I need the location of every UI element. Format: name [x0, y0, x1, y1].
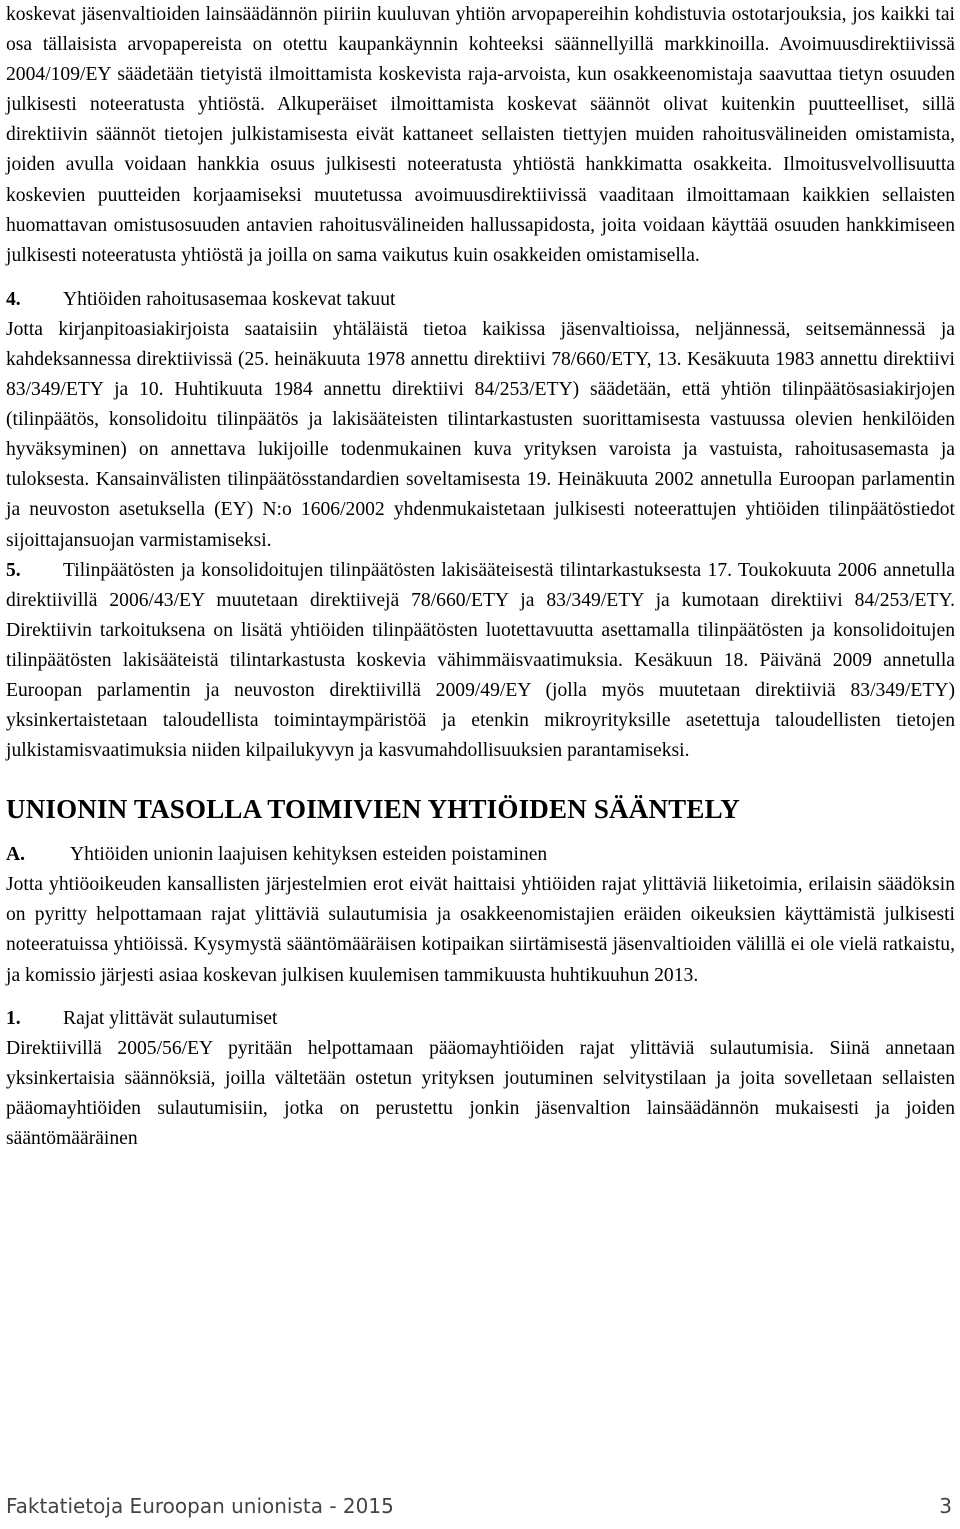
section-title: Rajat ylittävät sulautumiset — [63, 1007, 278, 1029]
section-number: 1. — [6, 1007, 21, 1029]
paragraph-sulautumiset: Direktiivillä 2005/56/EY pyritään helpottamaan pääomayhtiöiden rajat ylittäviä sulautumisia. Siinä annetaan yksinkertaisia säännöksiä, joilla vältetään ostetun yrityksen joutuminen selvitystilaan ja joita sovelletaan sellaisten pääomayhtiöiden sulautumisiin, jotka on perustettu jonkin jäsenvaltion lainsäädännön mukaisesti ja joiden sääntömääräinen — [6, 1037, 955, 1149]
section-letter: A. — [6, 844, 26, 866]
section-heading-a — [6, 840, 955, 870]
section-heading-5 — [6, 556, 955, 767]
section-heading-4 — [6, 285, 955, 315]
page-number: 3 — [939, 1494, 952, 1518]
footer-title: Faktatietoja Euroopan unionista - 2015 — [6, 1494, 394, 1518]
section-title: Yhtiöiden unionin laajuisen kehityksen esteiden poistaminen — [70, 844, 548, 866]
section-text: Tilinpäätösten ja konsolidoitujen tilinpäätösten lakisääteisestä tilintarkastuksesta 17. Toukokuuta 2006 annetulla direktiivillä 2006/43/EY muutetaan direktiivejä 78/660/ETY ja 83/349/ETY ja kumotaan direktiivi 84/253/ETY. Direktiivin tarkoituksena on lisätä yhtiöiden tilinpäätösten luotettavuutta asettamalla tilinpäätösten ja konsolidoitujen tilinpäätösten lakisääteistä tilintarkastusta koskevia vähimmäisvaatimuksia. Kesäkuun 18. Päivänä 2009 annetulla Euroopan parlamentin ja neuvoston direktiivillä 2009/49/EY (jolla myös muutetaan direktiiviä 83/349/ETY) yksinkertaistetaan taloudellista toimintaympäristöä ja etenkin mikroyrityksille asetettuja taloudellisten tietojen julkistamisvaatimuksia niiden kilpailukyvyn ja kasvumahdollisuuksien parantamiseksi. — [6, 559, 955, 762]
section-number: 5. — [6, 559, 21, 581]
paragraph-rahoitusasema: Jotta kirjanpitoasiakirjoista saataisiin yhtäläistä tietoa kaikissa jäsenvaltioissa, neljännessä, seitsemännessä ja kahdeksannessa direktiivissä (25. heinäkuuta 1978 annettu direktiivi 78/660/ETY, 13. Kesäkuuta 1983 annettu direktiivi 83/349/ETY ja 10. Huhtikuuta 1984 annettu direktiivi 84/253/ETY) säädetään, että yhtiön tilinpäätösasiakirjojen (tilinpäätös, konsolidoitu tilinpäätös ja lakisääteisten tilintarkastusten suorittamisesta vastuussa olevien henkilöiden hyväksyminen) on annettava lukijoille todenmukainen kuva yrityksen varoista ja vastuista, rahoitusasemasta ja tuloksesta. Kansainvälisten tilinpäätösstandardien soveltamisesta 19. Heinäkuuta 2002 annetulla Euroopan parlamentin ja neuvoston asetuksella (EY) N:o 1606/2002 yhdenmukaistetaan julkisesti noteerattujen yhtiöiden tilinpäätöstiedot sijoittajansuojan varmistamiseksi. — [6, 318, 955, 551]
paragraph-ostotarjoukset: koskevat jäsenvaltioiden lainsäädännön piiriin kuuluvan yhtiön arvopapereihin kohdistuvia ostotarjouksia, jos kaikki tai osa tällaisista arvopapereista on otettu kaupankäynnin kohteeksi säännellyillä markkinoilla. Avoimuusdirektiivissä 2004/109/EY säädetään tietyistä ilmoittamista koskevista raja-arvoista, kun osakkeenomistaja saavuttaa tietyn osuuden julkisesti noteeratusta yhtiöstä. Alkuperäiset ilmoittamista koskevat säännöt olivat kuitenkin puutteelliset, sillä direktiivin säännöt tietojen julkistamisesta eivät kattaneet sellaisten tiettyjen muiden rahoitusvälineiden omistamista, joiden avulla voidaan hankkia osuus julkisesti noteeratusta yhtiöstä hankkimatta osakkeita. Ilmoitusvelvollisuutta koskevien puutteiden korjaamiseksi muutetussa avoimuusdirektiivissä vaaditaan ilmoittamaan kaikkien sellaisten huomattavan omistusosuuden antavien rahoitusvälineiden hallussapidosta, joita voidaan käyttää osuuden hankkimiseen julkisesti noteeratusta yhtiöstä ja joilla on sama vaikutus kuin osakkeiden omistamisella. — [6, 4, 955, 266]
paragraph-esteet: Jotta yhtiöoikeuden kansallisten järjestelmien erot eivät haittaisi yhtiöiden rajat ylittäviä liiketoimia, erilaisin säädöksin on pyritty helpottamaan rajat ylittäviä sulautumisia ja osakkeenomistajien eräiden oikeuksien käyttämistä julkisesti noteeratuissa yhtiöissä. Kysymystä sääntömääräisen kotipaikan siirtämisestä jäsenvaltioiden välillä ei ole vielä ratkaistu, ja komissio järjesti asiaa koskevan julkisen kuulemisen tammikuusta huhtikuuhun 2013. — [6, 874, 955, 986]
section-title: Yhtiöiden rahoitusasemaa koskevat takuut — [63, 288, 396, 310]
main-heading: UNIONIN TASOLLA TOIMIVIEN YHTIÖIDEN SÄÄNTELY — [6, 794, 741, 825]
section-number: 4. — [6, 288, 21, 310]
document-page — [6, 0, 955, 1154]
page-footer — [6, 1494, 952, 1526]
section-heading-1 — [6, 1004, 955, 1034]
